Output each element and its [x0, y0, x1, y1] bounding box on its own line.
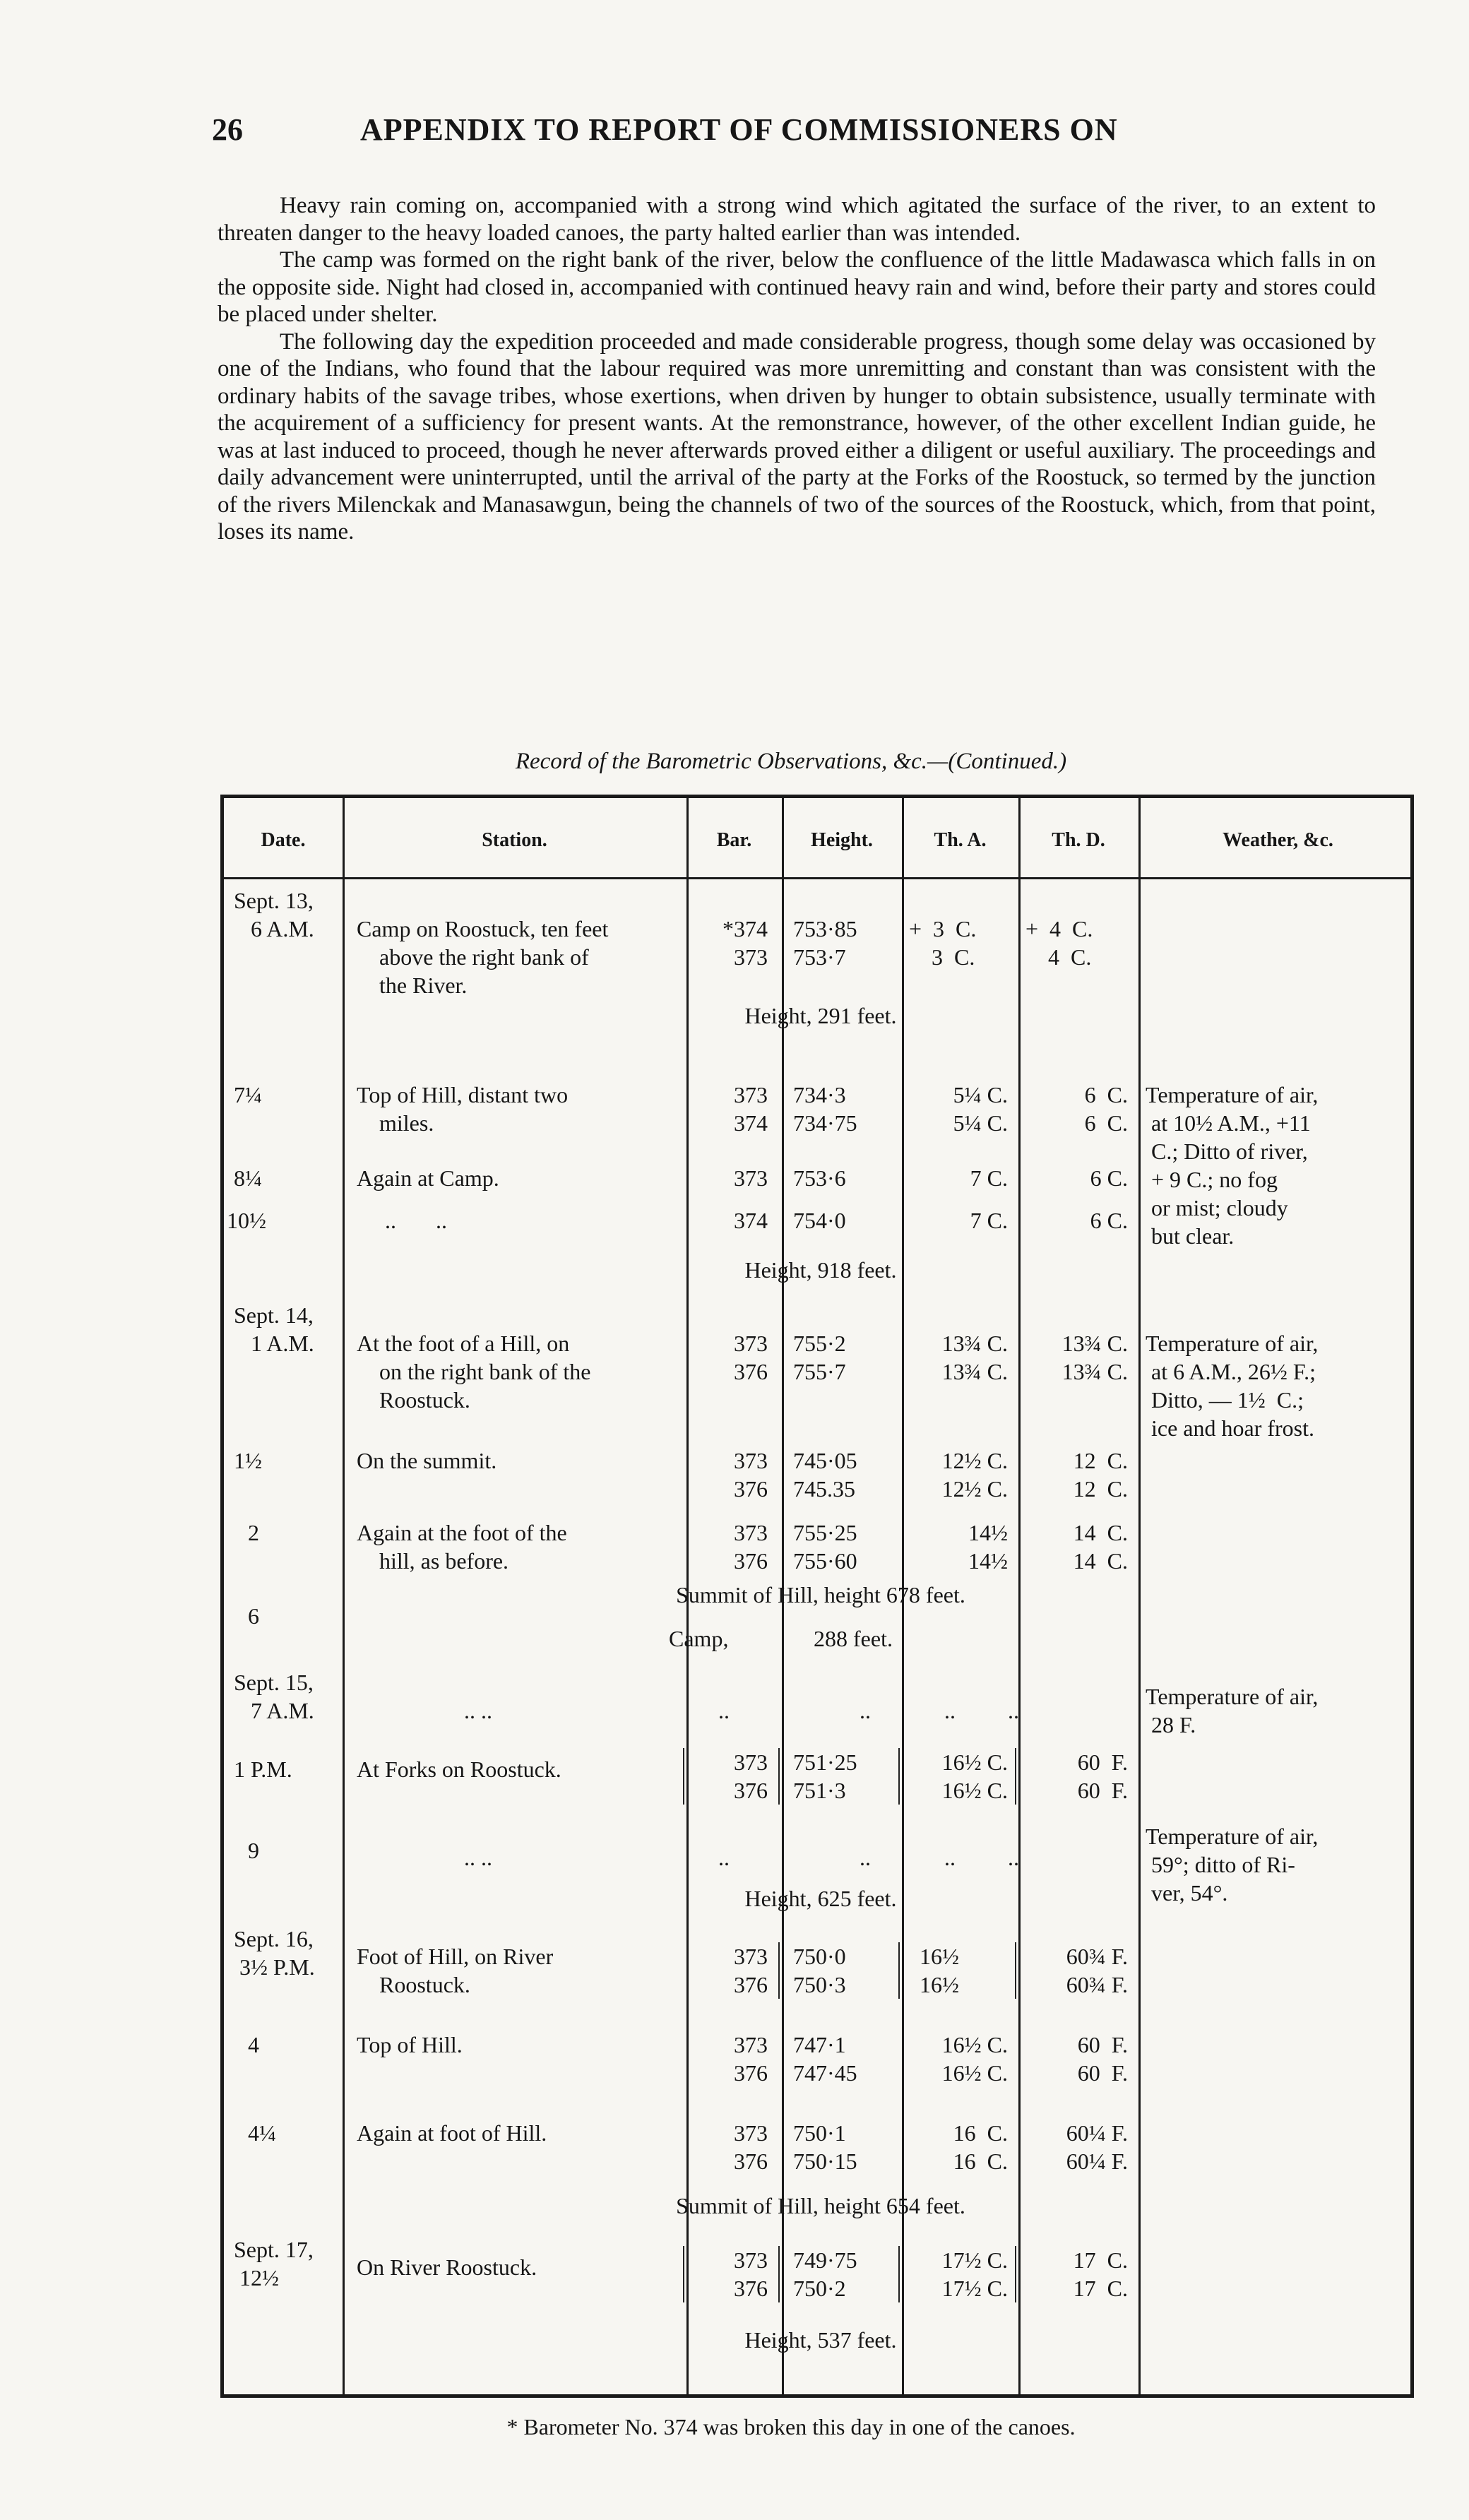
header-date: Date.	[261, 829, 306, 851]
station-cell: Camp on Roostuck, ten feet above the right bank of the River.	[357, 916, 609, 998]
bracket-mark	[1015, 1748, 1016, 1805]
weather-cell: Temperature of air, at 10½ A.M., +11 C.; Ditto of river, + 9 C.; no fog or mist; cloudy but clear.	[1146, 1082, 1319, 1249]
th-a-cell: ..	[944, 1845, 956, 1870]
th-d-cell: 60 F. 60 F.	[1077, 1749, 1128, 1803]
station-cell: Again at the foot of the hill, as before.	[357, 1520, 567, 1574]
bar-cell: 373 376	[734, 2247, 768, 2301]
th-d-cell: 60¼ F. 60¼ F.	[1066, 2120, 1128, 2174]
bracket-mark	[1015, 2246, 1016, 2302]
station-cell: At Forks on Roostuck.	[357, 1757, 561, 1782]
date-cell: Sept. 14, 1 A.M.	[234, 1302, 314, 1356]
date-cell: 4	[248, 2032, 259, 2057]
height-cell: 755·2 755·7	[793, 1331, 846, 1384]
bracket-mark	[778, 2246, 780, 2302]
bracket-mark	[898, 1748, 900, 1805]
station-cell: At the foot of a Hill, on on the right bank of the Roostuck.	[357, 1331, 591, 1413]
height-cell: ..	[860, 1845, 871, 1870]
bar-cell: 373 376	[734, 2032, 768, 2086]
page-number: 26	[212, 112, 243, 147]
th-d-cell: 6 C.	[1090, 1208, 1128, 1233]
bracket-mark	[898, 2246, 900, 2302]
bar-cell: 373 376	[734, 2120, 768, 2174]
height-summary: Height, 918 feet.	[744, 1257, 897, 1283]
observations-table	[220, 795, 1414, 2398]
th-a-cell: 16 C. 16 C.	[953, 2120, 1008, 2174]
th-a-cell: 16½ C. 16½ C.	[941, 1749, 1008, 1803]
height-cell: 745·05 745.35	[793, 1448, 857, 1502]
bar-cell: 373 376	[734, 1749, 768, 1803]
height-summary: Height, 291 feet.	[744, 1003, 897, 1028]
bar-cell: 373 376	[734, 1520, 768, 1574]
running-title: APPENDIX TO REPORT OF COMMISSIONERS ON	[360, 112, 1118, 147]
bracket-mark	[683, 1748, 684, 1805]
height-cell: 751·25 751·3	[793, 1749, 857, 1803]
th-d-cell: 17 C. 17 C.	[1073, 2247, 1128, 2301]
height-cell: ..	[860, 1698, 871, 1723]
station-cell: Again at Camp.	[357, 1165, 499, 1191]
date-cell: 1½	[234, 1448, 262, 1473]
bar-cell: 373 374	[734, 1082, 768, 1136]
th-d-cell: 60¾ F. 60¾ F.	[1066, 1944, 1128, 1997]
paragraph: The following day the expedition proceeded and made considerable progress, though some delay was occasioned by one of the Indians, who found that the labour required was more unremitting and constant than was consistent with the ordinary habits of the savage tribes, whose exertions, when driven by hunger to obtain subsistence, usually terminate with the acquirement of a sufficiency for present wants. At the remonstrance, however, of the other excellent Indian guide, he was at last induced to proceed, though he never afterwards proved either a diligent or useful auxiliary. The proceedings and daily advancement were uninterrupted, until the arrival of the party at the Forks of the Roostuck, so termed by the junction of the rivers Milenckak and Manasawgun, being the channels of two of the sources of the Roostuck, which, from that point, loses its name.	[218, 328, 1376, 545]
bracket-mark	[683, 2246, 684, 2302]
date-cell: 6	[248, 1603, 259, 1629]
th-a-cell: 12½ C. 12½ C.	[941, 1448, 1008, 1502]
station-cell: .. ..	[464, 1845, 492, 1870]
date-cell: Sept. 15, 7 A.M.	[234, 1670, 314, 1723]
th-d-cell: 60 F. 60 F.	[1077, 2032, 1128, 2086]
bracket-mark	[778, 1942, 780, 1999]
date-cell: 4¼	[248, 2120, 276, 2146]
th-d-cell: + 4 C. 4 C.	[1025, 916, 1093, 970]
th-a-cell: 7 C.	[970, 1208, 1008, 1233]
date-cell: Sept. 16, 3½ P.M.	[234, 1926, 315, 1980]
height-cell: 753·85 753·7	[793, 916, 857, 970]
station-cell: Again at foot of Hill.	[357, 2120, 547, 2146]
th-a-cell: ..	[944, 1698, 956, 1723]
th-d-cell: ..	[1008, 1698, 1019, 1723]
th-d-cell: ..	[1008, 1845, 1019, 1870]
date-cell: 2	[248, 1520, 259, 1545]
camp-label: Camp,	[669, 1626, 729, 1651]
th-a-cell: + 3 C. 3 C.	[909, 916, 977, 970]
bar-cell: 373 376	[734, 1944, 768, 1997]
header-rule	[224, 877, 1410, 879]
station-cell: .. ..	[464, 1698, 492, 1723]
bar-cell: 374	[734, 1208, 768, 1233]
station-cell: On River Roostuck.	[357, 2254, 537, 2280]
th-a-cell: 17½ C. 17½ C.	[941, 2247, 1008, 2301]
station-cell: On the summit.	[357, 1448, 497, 1473]
station-cell: Foot of Hill, on River Roostuck.	[357, 1944, 554, 1997]
height-cell: 749·75 750·2	[793, 2247, 857, 2301]
date-cell: 1 P.M.	[234, 1757, 292, 1782]
date-cell: Sept. 17, 12½	[234, 2237, 314, 2290]
th-a-cell: 16½ 16½	[920, 1944, 959, 1997]
bar-cell: 373 376	[734, 1331, 768, 1384]
th-a-cell: 14½ 14½	[968, 1520, 1008, 1574]
height-cell: 753·6	[793, 1165, 846, 1191]
height-summary: Height, 625 feet.	[744, 1886, 897, 1911]
bracket-mark	[778, 1748, 780, 1805]
body-text	[218, 192, 1376, 546]
header-weather: Weather, &c.	[1223, 829, 1333, 851]
bar-cell: ..	[718, 1698, 730, 1723]
th-a-cell: 13¾ C. 13¾ C.	[941, 1331, 1008, 1384]
header-bar: Bar.	[716, 829, 752, 851]
height-cell: 734·3 734·75	[793, 1082, 857, 1136]
th-d-cell: 13¾ C. 13¾ C.	[1061, 1331, 1128, 1384]
height-cell: 747·1 747·45	[793, 2032, 857, 2086]
footnote: * Barometer No. 374 was broken this day in one of the canoes.	[506, 2414, 1076, 2439]
table-caption: Record of the Barometric Observations, &c.—(Continued.)	[515, 749, 1067, 774]
weather-cell: Temperature of air, at 6 A.M., 26½ F.; Ditto, — 1½ C.; ice and hoar frost.	[1146, 1331, 1319, 1441]
summit-summary: Summit of Hill, height 654 feet.	[676, 2193, 965, 2218]
bar-cell: ..	[718, 1845, 730, 1870]
header-station: Station.	[482, 829, 547, 851]
th-a-cell: 7 C.	[970, 1165, 1008, 1191]
height-cell: 754·0	[793, 1208, 846, 1233]
station-cell: .. ..	[357, 1208, 447, 1233]
th-a-cell: 5¼ C. 5¼ C.	[953, 1082, 1008, 1136]
bracket-mark	[1015, 1942, 1016, 1999]
bar-cell: *374 373	[722, 916, 768, 970]
paragraph: The camp was formed on the right bank of the river, below the confluence of the little Madawasca which falls in on the opposite side. Night had closed in, accompanied with continued heavy rain and wind, before their party and stores could be placed under shelter.	[218, 247, 1376, 327]
date-cell: 7¼	[234, 1082, 262, 1107]
paragraph: Heavy rain coming on, accompanied with a strong wind which agitated the surface of the river, to an extent to threaten danger to the heavy loaded canoes, the party halted earlier than was intended.	[218, 193, 1376, 246]
th-d-cell: 6 C.	[1090, 1165, 1128, 1191]
th-d-cell: 14 C. 14 C.	[1073, 1520, 1128, 1574]
page-header	[212, 112, 1285, 161]
weather-cell: Temperature of air, 28 F.	[1146, 1684, 1319, 1737]
station-cell: Top of Hill.	[357, 2032, 463, 2057]
height-cell: 755·25 755·60	[793, 1520, 857, 1574]
header-th-d: Th. D.	[1052, 829, 1105, 851]
date-cell: 10½	[227, 1208, 266, 1233]
summit-summary: Summit of Hill, height 678 feet.	[676, 1582, 965, 1607]
bracket-mark	[898, 1942, 900, 1999]
th-a-cell: 16½ C. 16½ C.	[941, 2032, 1008, 2086]
th-d-cell: 6 C. 6 C.	[1084, 1082, 1128, 1136]
header-height: Height.	[811, 829, 873, 851]
station-cell: Top of Hill, distant two miles.	[357, 1082, 569, 1136]
camp-height: 288 feet.	[814, 1626, 893, 1651]
bar-cell: 373 376	[734, 1448, 768, 1502]
height-cell: 750·0 750·3	[793, 1944, 846, 1997]
date-cell: 9	[248, 1838, 259, 1863]
header-th-a: Th. A.	[934, 829, 987, 851]
height-summary: Height, 537 feet.	[744, 2327, 897, 2353]
bar-cell: 373	[734, 1165, 768, 1191]
date-cell: Sept. 13, 6 A.M.	[234, 888, 314, 941]
date-cell: 8¼	[234, 1165, 262, 1191]
weather-cell: Temperature of air, 59°; ditto of Ri- ver, 54°.	[1146, 1824, 1319, 1906]
height-cell: 750·1 750·15	[793, 2120, 857, 2174]
th-d-cell: 12 C. 12 C.	[1073, 1448, 1128, 1502]
